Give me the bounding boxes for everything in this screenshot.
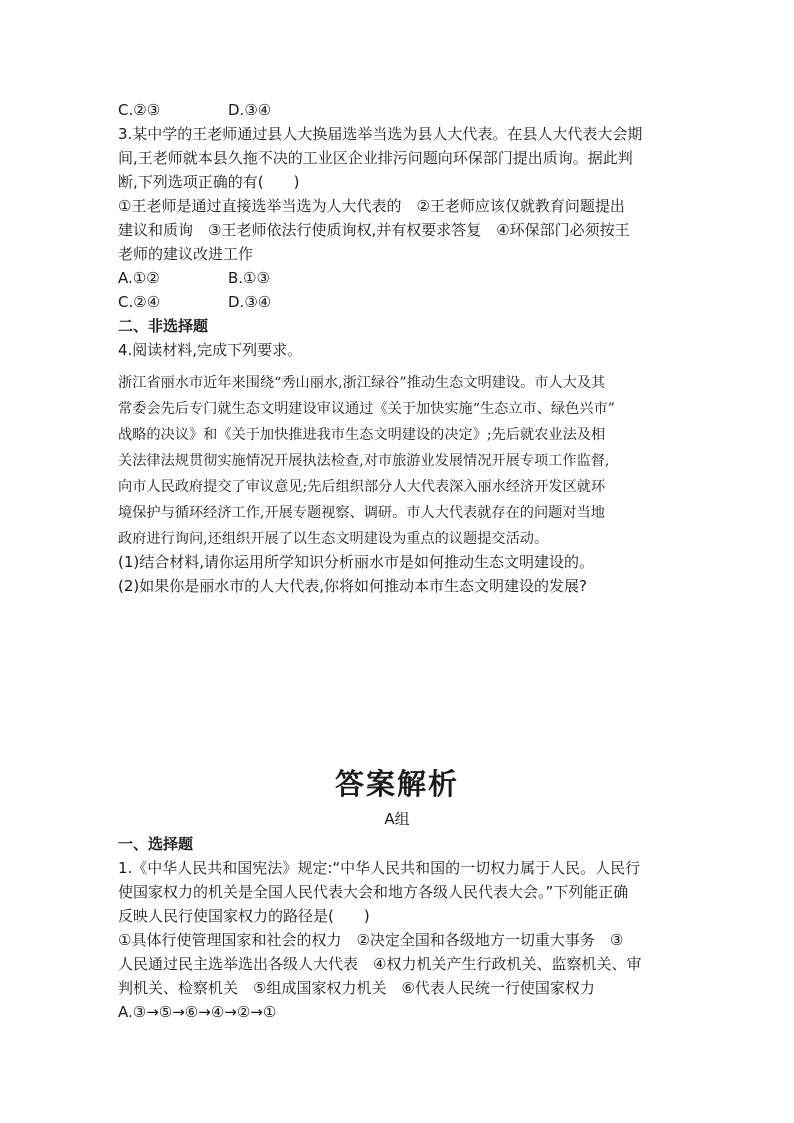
q3-statement-line: 老师的建议改进工作 xyxy=(118,245,254,263)
answers-q1 xyxy=(118,832,678,1024)
q3-option-a: A.①② xyxy=(118,269,160,287)
q4-material-line: 境保护与循环经济工作,开展专题视察、调研。市人大代表就存在的问题对当地 xyxy=(118,505,605,521)
q4-material-line: 战略的决议》和《关于加快推进我市生态文明建设的决定》;先后就农业法及相 xyxy=(118,427,606,443)
answers-title: 答案解析 xyxy=(334,767,459,801)
q4-subquestions xyxy=(118,550,678,598)
a1-statement-line: 判机关、检察机关 ⑤组成国家权力机关 ⑥代表人民统一行使国家权力 xyxy=(118,979,595,997)
q4-material-line: 向市人民政府提交了审议意见;先后组织部分人大代表深入丽水经济开发区就环 xyxy=(118,479,606,495)
q3-option-d: D.③④ xyxy=(228,293,272,311)
q4-material-line: 关法律法规贯彻实施情况开展执法检查,对市旅游业发展情况开展专项工作监督, xyxy=(118,453,610,469)
a1-stem-line: 反映人民行使国家权力的路径是( ) xyxy=(118,907,370,925)
q4-subquestion-2: (2)如果你是丽水市的人大代表,你将如何推动本市生态文明建设的发展? xyxy=(118,577,587,595)
a1-statement-line: 人民通过民主选举选出各级人大代表 ④权力机关产生行政机关、监察机关、审 xyxy=(118,955,642,973)
a1-stem-line: 1.《中华人民共和国宪法》规定:“中华人民共和国的一切权力属于人民。人民行 xyxy=(118,859,641,877)
q4-material-line: 政府进行询问,还组织开展了以生态文明建设为重点的议题提交活动。 xyxy=(118,531,549,547)
section-1-heading: 一、选择题 xyxy=(118,835,194,853)
q4-material-line: 浙江省丽水市近年来围绕“秀山丽水,浙江绿谷”推动生态文明建设。市人大及其 xyxy=(118,375,606,391)
q4-subquestion-1: (1)结合材料,请你运用所学知识分析丽水市是如何推动生态文明建设的。 xyxy=(118,553,595,571)
q3-stem-line: 断,下列选项正确的有( ) xyxy=(118,173,300,191)
q4-material-line: 常委会先后专门就生态文明建设审议通过《关于加快实施“生态立市、绿色兴市” xyxy=(118,401,615,417)
q3-stem-line: 3.某中学的王老师通过县人大换届选举当选为县人大代表。在县人大代表大会期 xyxy=(118,125,643,143)
a1-stem-line: 使国家权力的机关是全国人民代表大会和地方各级人民代表大会。”下列能正确 xyxy=(118,883,629,901)
q2-options xyxy=(118,98,678,122)
q3-option-b: B.①③ xyxy=(228,269,270,287)
q3-stem-line: 间,王老师就本县久拖不决的工业区企业排污问题向环保部门提出质询。据此判 xyxy=(118,149,633,167)
a1-option-a: A.③→⑤→⑥→④→②→① xyxy=(118,1003,277,1021)
a1-statement-line: ①具体行使管理国家和社会的权力 ②决定全国和各级地方一切重大事务 ③ xyxy=(118,931,624,949)
section-2-heading: 二、非选择题 xyxy=(118,317,209,335)
q3-statement-line: ①王老师是通过直接选举当选为人大代表的 ②王老师应该仅就教育问题提出 xyxy=(118,197,625,215)
q4-material xyxy=(118,370,678,552)
question-3 xyxy=(118,122,678,362)
q4-stem: 4.阅读材料,完成下列要求。 xyxy=(118,341,303,359)
q2-option-c: C.②③ xyxy=(118,101,161,119)
q3-statement-line: 建议和质询 ③王老师依法行使质询权,并有权要求答复 ④环保部门必须按王 xyxy=(118,221,630,239)
q3-option-c: C.②④ xyxy=(118,293,161,311)
q2-option-d: D.③④ xyxy=(228,101,272,119)
group-label: A组 xyxy=(384,810,410,828)
